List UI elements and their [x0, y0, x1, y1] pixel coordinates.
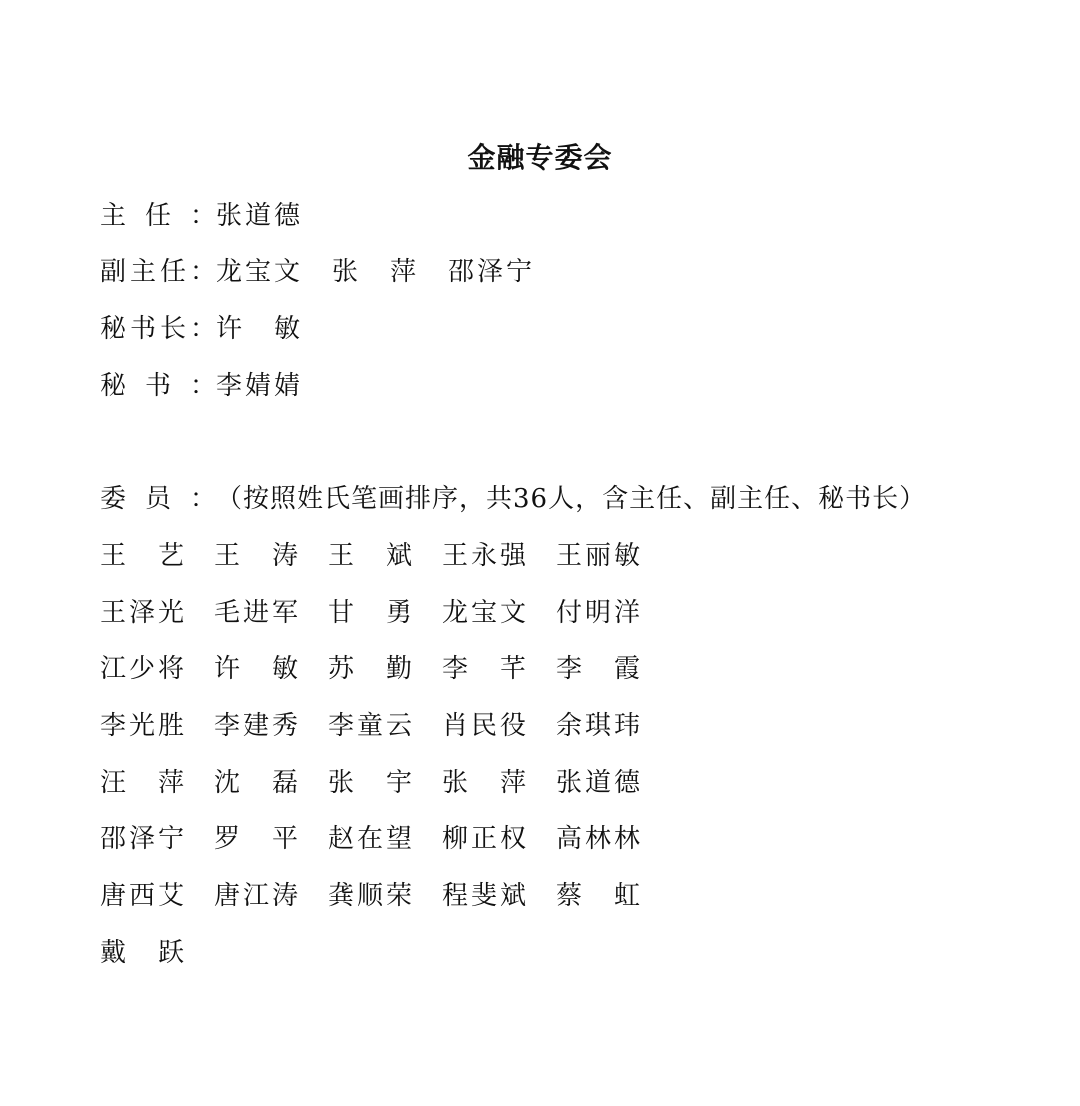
person-name [442, 536, 526, 593]
name-char: 洋 [613, 597, 640, 628]
name-char: 汪 [100, 767, 127, 798]
person-name [328, 536, 412, 593]
name-char: 泽 [476, 257, 503, 287]
name-char: 在 [356, 824, 383, 855]
label-char: ： [189, 484, 216, 514]
label-char: ： [189, 201, 216, 231]
name-char: 王 [442, 541, 469, 571]
person-name [442, 819, 526, 876]
name-char: 李 [556, 654, 583, 685]
name-char: 蔡 [556, 881, 583, 912]
name-char: 玮 [613, 711, 640, 742]
name-char: 宝 [244, 257, 271, 287]
name-char: 王 [100, 541, 127, 571]
officer-names [216, 309, 300, 349]
name-char: 胜 [157, 711, 184, 742]
members-row [100, 593, 670, 650]
name-char: 张 [442, 767, 469, 798]
name-char: 涛 [271, 541, 298, 571]
name-char: 王 [556, 541, 583, 571]
name-char: 柳 [442, 824, 469, 855]
name-char: 少 [128, 654, 155, 685]
label-char: 主 [129, 257, 156, 287]
person-name [556, 593, 640, 650]
label-char: ： [189, 314, 216, 344]
name-char: 德 [613, 767, 640, 798]
label-char: 委 [100, 484, 127, 514]
members-row [100, 706, 670, 763]
name-char: 王 [214, 541, 241, 571]
name-char: 道 [244, 201, 271, 231]
name-char: 光 [128, 711, 155, 742]
name-char: 勤 [385, 654, 412, 685]
label-char: 任 [144, 201, 171, 231]
person-name [214, 819, 298, 876]
name-char: 付 [556, 597, 583, 628]
officer-label [100, 366, 216, 406]
officer-label [100, 309, 216, 349]
label-char: 长 [159, 314, 186, 344]
person-name [442, 763, 526, 820]
name-char: 勇 [385, 597, 412, 628]
name-char: 王 [100, 597, 127, 628]
name-char: 李 [216, 371, 243, 401]
person-name [100, 876, 184, 933]
name-char: 宁 [157, 824, 184, 855]
name-char: 林 [613, 824, 640, 855]
person-name [216, 309, 300, 349]
person-name [100, 933, 184, 990]
person-name [556, 876, 640, 933]
name-char: 沈 [214, 767, 241, 798]
person-name [214, 876, 298, 933]
name-char: 高 [556, 824, 583, 855]
name-char: 芊 [499, 654, 526, 685]
name-char: 强 [499, 541, 526, 571]
name-char: 正 [470, 824, 497, 855]
name-char: 李 [214, 711, 241, 742]
name-char: 役 [499, 711, 526, 742]
name-char: 江 [242, 881, 269, 912]
person-name [214, 593, 298, 650]
person-name [332, 252, 416, 292]
name-char: 斌 [385, 541, 412, 571]
name-char: 罗 [214, 824, 241, 855]
name-char: 许 [216, 314, 243, 344]
person-name [214, 536, 298, 593]
name-char: 余 [556, 711, 583, 742]
name-char: 邵 [100, 824, 127, 855]
label-char: 员 [144, 484, 171, 514]
name-char: 涛 [271, 881, 298, 912]
name-char: 王 [328, 541, 355, 571]
members-row [100, 763, 670, 820]
name-char: 斐 [470, 881, 497, 912]
label-char: 书 [129, 314, 156, 344]
name-char: 斌 [499, 881, 526, 912]
name-char: 德 [273, 201, 300, 231]
label-char: 秘 [100, 371, 127, 401]
name-char: 军 [271, 597, 298, 628]
name-char: 李 [328, 711, 355, 742]
name-char: 肖 [442, 711, 469, 742]
name-char: 苏 [328, 654, 355, 685]
name-char: 艺 [157, 541, 184, 571]
name-char: 权 [499, 824, 526, 855]
name-char: 平 [271, 824, 298, 855]
committee-title: 金融专委会 [467, 141, 613, 174]
name-char: 唐 [100, 881, 127, 912]
name-char: 道 [584, 767, 611, 798]
label-char: 书 [144, 371, 171, 401]
name-char: 赵 [328, 824, 355, 855]
officer-label [100, 252, 216, 292]
person-name [442, 593, 526, 650]
name-char: 程 [442, 881, 469, 912]
name-char: 萍 [157, 767, 184, 798]
name-char: 敏 [271, 654, 298, 685]
person-name [442, 649, 526, 706]
name-char: 萍 [389, 257, 416, 287]
name-char: 艾 [157, 881, 184, 912]
name-char: 泽 [128, 597, 155, 628]
members-row [100, 876, 670, 933]
person-name [556, 819, 640, 876]
officer-names [216, 366, 300, 406]
name-char: 进 [242, 597, 269, 628]
name-char: 张 [328, 767, 355, 798]
name-char: 西 [128, 881, 155, 912]
members-row [100, 649, 670, 706]
members-row [100, 819, 670, 876]
members-row [100, 536, 670, 593]
name-char: 童 [356, 711, 383, 742]
name-char: 许 [214, 654, 241, 685]
person-name [556, 536, 640, 593]
name-char: 磊 [271, 767, 298, 798]
name-char: 荣 [385, 881, 412, 912]
person-name [100, 819, 184, 876]
person-name [216, 196, 300, 236]
person-name [328, 876, 412, 933]
name-char: 李 [442, 654, 469, 685]
person-name [100, 536, 184, 593]
label-char: 副 [100, 257, 127, 287]
name-char: 顺 [356, 881, 383, 912]
name-char: 丽 [584, 541, 611, 571]
person-name [328, 763, 412, 820]
name-char: 宝 [470, 597, 497, 628]
name-char: 望 [385, 824, 412, 855]
name-char: 龚 [328, 881, 355, 912]
name-char: 光 [157, 597, 184, 628]
members-list [100, 536, 670, 990]
name-char: 龙 [216, 257, 243, 287]
person-name [100, 649, 184, 706]
name-char: 敏 [613, 541, 640, 571]
person-name [214, 706, 298, 763]
name-char: 林 [584, 824, 611, 855]
label-char: 任 [159, 257, 186, 287]
name-char: 永 [470, 541, 497, 571]
person-name [448, 252, 532, 292]
name-char: 张 [216, 201, 243, 231]
person-name [216, 252, 300, 292]
name-char: 民 [470, 711, 497, 742]
name-char: 宁 [505, 257, 532, 287]
name-char: 邵 [448, 257, 475, 287]
person-name [442, 876, 526, 933]
name-char: 宇 [385, 767, 412, 798]
name-char: 毛 [214, 597, 241, 628]
officer-names [216, 196, 300, 236]
person-name [556, 706, 640, 763]
name-char: 李 [100, 711, 127, 742]
label-char: 主 [100, 201, 127, 231]
members-note: （按照姓氏笔画排序，共36人，含主任、副主任、秘书长） [216, 484, 927, 514]
person-name [100, 593, 184, 650]
officer-names [216, 252, 532, 292]
name-char: 霞 [613, 654, 640, 685]
officer-label [100, 196, 216, 236]
name-char: 婧 [244, 371, 271, 401]
person-name [556, 763, 640, 820]
person-name [328, 706, 412, 763]
name-char: 将 [157, 654, 184, 685]
person-name [328, 819, 412, 876]
name-char: 建 [242, 711, 269, 742]
person-name [214, 649, 298, 706]
name-char: 甘 [328, 597, 355, 628]
person-name [214, 763, 298, 820]
members-row [100, 933, 670, 990]
name-char: 敏 [273, 314, 300, 344]
name-char: 泽 [128, 824, 155, 855]
name-char: 虹 [613, 881, 640, 912]
name-char: 萍 [499, 767, 526, 798]
name-char: 云 [385, 711, 412, 742]
name-char: 琪 [584, 711, 611, 742]
person-name [442, 706, 526, 763]
label-char: ： [189, 257, 216, 287]
person-name [328, 649, 412, 706]
name-char: 江 [100, 654, 127, 685]
name-char: 婧 [273, 371, 300, 401]
name-char: 明 [584, 597, 611, 628]
label-char: 秘 [100, 314, 127, 344]
name-char: 龙 [442, 597, 469, 628]
name-char: 秀 [271, 711, 298, 742]
name-char: 跃 [157, 937, 184, 968]
name-char: 文 [499, 597, 526, 628]
name-char: 张 [332, 257, 359, 287]
name-char: 唐 [214, 881, 241, 912]
person-name [216, 366, 300, 406]
person-name [100, 763, 184, 820]
label-char: ： [189, 371, 216, 401]
person-name [100, 706, 184, 763]
name-char: 戴 [100, 937, 127, 968]
person-name [556, 649, 640, 706]
name-char: 文 [273, 257, 300, 287]
person-name [328, 593, 412, 650]
members-label [100, 479, 216, 519]
name-char: 张 [556, 767, 583, 798]
